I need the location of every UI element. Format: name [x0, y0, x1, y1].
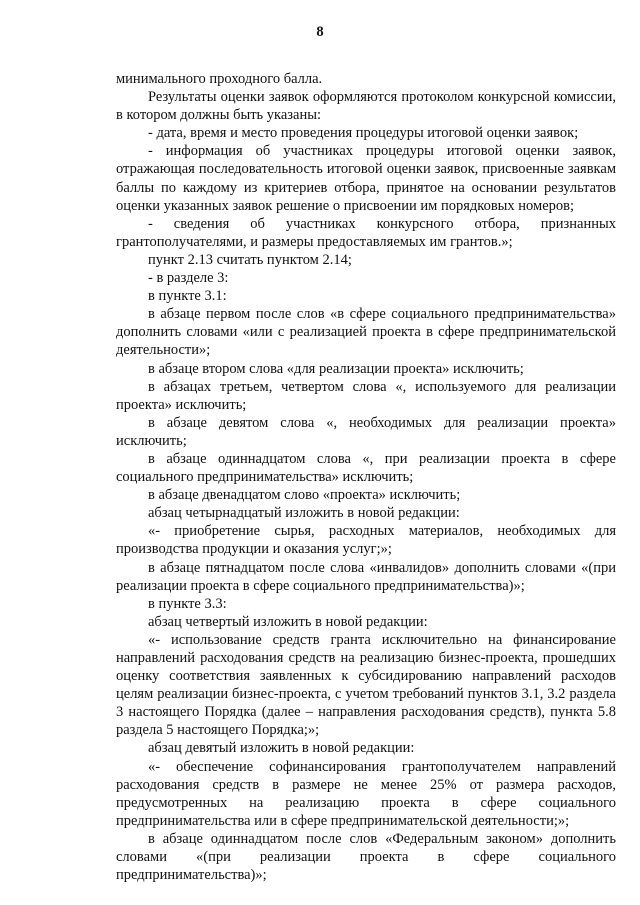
paragraph-new-fourth: «- использование средств гранта исключительно на финансирование направлений расходования средств на реализацию бизнес-проекта, прошедших оценку соответствия заявленных к субсидированию направлений расходов целям реализации бизнес-проекта, с учетом требований пунктов 3.1, 3.2 раздела 3 настоящего Порядка (далее – направления расходования средств), пункта 5.8 раздела 5 настоящего Порядка;»; — [116, 631, 616, 739]
paragraph-amend-ninth: в абзаце девятом слова «, необходимых для реализации проекта» исключить; — [116, 414, 616, 449]
paragraph-protocol-intro: Результаты оценки заявок оформляются протоколом конкурсной комиссии, в котором должны быть указаны: — [116, 89, 616, 124]
paragraph-new-fourteenth: «- приобретение сырья, расходных материалов, необходимых для производства продукции и оказания услуг;»; — [116, 523, 616, 558]
list-item-participants-info: - информация об участниках процедуры итоговой оценки заявок, отражающая последовательность итоговой оценки заявок, присвоенные заявкам баллы по каждому из критериев отбора, принятое на основании результатов оценки указанных заявок решение о присвоении им порядковых номеров; — [116, 143, 616, 214]
list-item-date-time: - дата, время и место проведения процедуры итоговой оценки заявок; — [148, 125, 579, 142]
paragraph-amend-ninth-3-3: абзац девятый изложить в новой редакции: — [148, 740, 415, 757]
paragraph-renumber-2-13: пункт 2.13 считать пунктом 2.14; — [148, 251, 352, 268]
paragraph-amend-fourth: абзац четвертый изложить в новой редакции: — [148, 613, 428, 630]
paragraph-amend-fifteenth: в абзаце пятнадцатом после слова «инвалидов» дополнить словами «(при реализации проекта в сфере социального предпринимательства)»; — [116, 559, 616, 594]
paragraph-amend-third-fourth: в абзацах третьем, четвертом слова «, используемого для реализации проекта» исключить; — [116, 378, 616, 413]
paragraph-clause-3-1: в пункте 3.1: — [148, 288, 227, 305]
document-body — [116, 70, 616, 884]
list-item-grant-recipients: - сведения об участниках конкурсного отбора, признанных грантополучателями, и размеры предоставляемых им грантов.»; — [116, 215, 616, 250]
paragraph-amend-eleventh: в абзаце одиннадцатом слова «, при реализации проекта в сфере социального предпринимательства» исключить; — [116, 450, 616, 486]
paragraph-amend-second: в абзаце втором слова «для реализации проекта» исключить; — [148, 360, 524, 377]
paragraph-clause-3-3: в пункте 3.3: — [148, 595, 227, 612]
paragraph-continuation: минимального проходного балла. — [116, 71, 323, 87]
paragraph-amend-twelfth: в абзаце двенадцатом слово «проекта» исключить; — [148, 487, 461, 504]
paragraph-section-3: - в разделе 3: — [148, 270, 229, 287]
paragraph-amend-eleventh-3-3: в абзаце одиннадцатом после слов «Федеральным законом» дополнить словами «(при реализации проекта в сфере социального предпринимательства)»; — [116, 830, 616, 884]
paragraph-amend-first: в абзаце первом после слов «в сфере социального предпринимательства» дополнить словами «или с реализацией проекта в сфере предпринимательской деятельности»; — [116, 306, 616, 359]
paragraph-amend-fourteenth: абзац четырнадцатый изложить в новой редакции: — [148, 505, 460, 522]
page-number: 8 — [316, 24, 324, 40]
paragraph-new-ninth: «- обеспечение софинансирования грантополучателем направлений расходования средств в размере не менее 25% от размера расходов, предусмотренных на реализацию проекта в сфере социального предпринимательства или в сфере предпринимательской деятельности;»; — [116, 758, 616, 829]
